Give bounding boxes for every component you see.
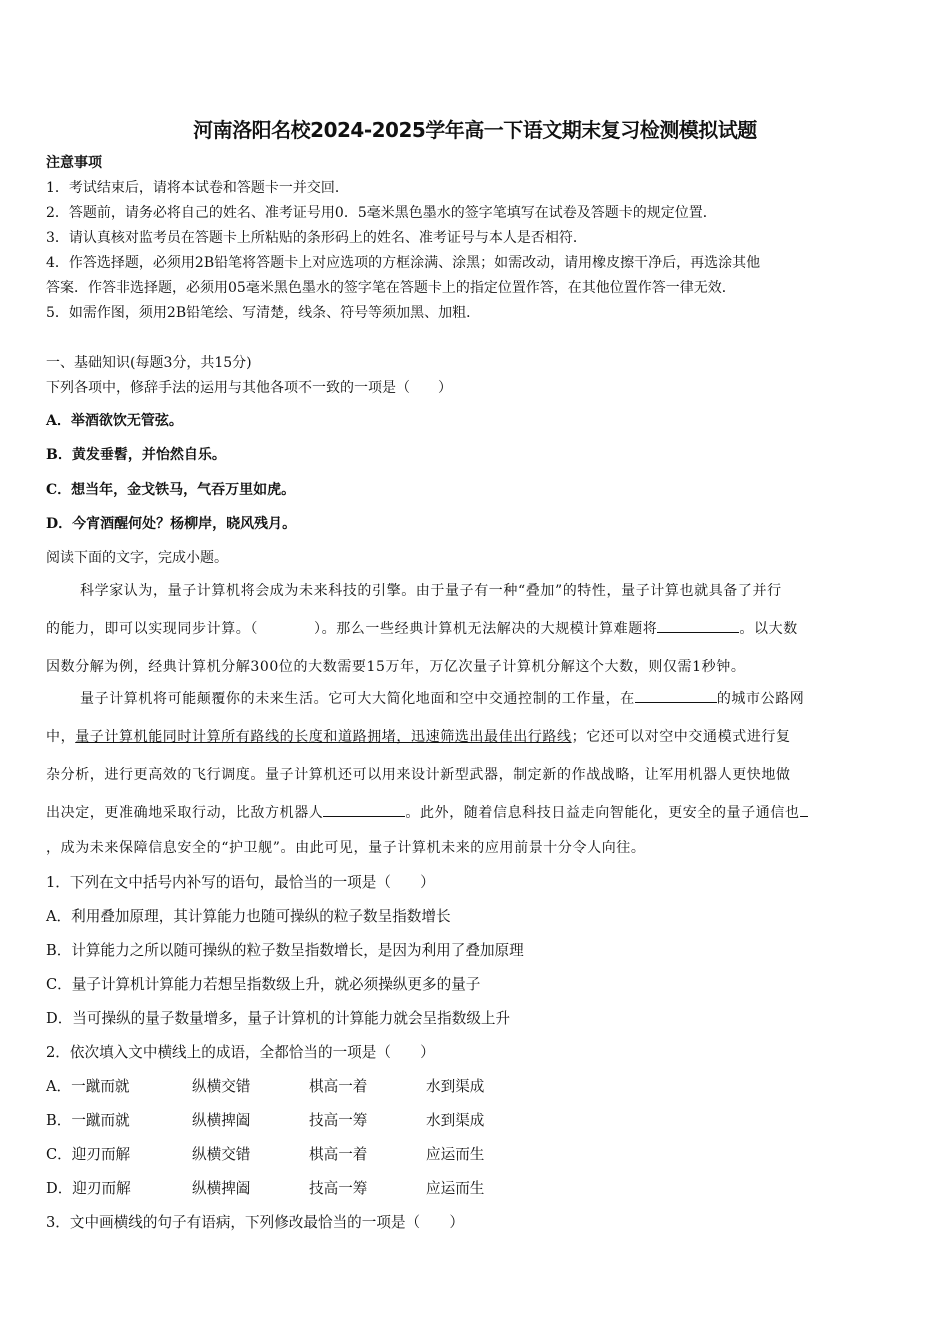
- option-b: B．黄发垂髫，并怡然自乐。: [46, 447, 226, 463]
- option-c: C．想当年，金戈铁马，气吞万里如虎。: [46, 482, 296, 498]
- question-stem: 2．依次填入文中横线上的成语，全都恰当的一项是（ ）: [46, 1044, 435, 1061]
- option-cell: C．迎刃而解: [46, 1146, 131, 1163]
- notice-item: 答案．作答非选择题，必须用05毫米黑色墨水的签字笔在答题卡上的指定位置作答，在其他位置作答一律无效．: [46, 280, 736, 296]
- option-c: C．量子计算机计算能力若想呈指数级上升，就必须操纵更多的量子: [46, 976, 481, 993]
- option-a: A．利用叠加原理，其计算能力也随可操纵的粒子数呈指数增长: [46, 908, 451, 925]
- fill-blank: [323, 815, 405, 817]
- option-a: A．举酒欲饮无管弦。: [46, 413, 183, 429]
- passage-line: [80, 688, 804, 708]
- option-d: D．当可操纵的量子数量增多，量子计算机的计算能力就会呈指数级上升: [46, 1010, 511, 1027]
- option-cell: 棋高一着: [309, 1146, 368, 1163]
- option-cell: 水到渠成: [426, 1112, 485, 1129]
- option-cell: A．一蹴而就: [46, 1078, 130, 1095]
- page-title: 河南洛阳名校2024-2025学年高一下语文期末复习检测模拟试题: [193, 118, 757, 142]
- question-stem: 3．文中画横线的句子有语病，下列修改最恰当的一项是（ ）: [46, 1214, 464, 1231]
- option-cell: 棋高一着: [309, 1078, 368, 1095]
- option-cell: D．迎刃而解: [46, 1180, 131, 1197]
- passage-text: 出决定，更准确地采取行动，比敌方机器人: [46, 805, 324, 821]
- option-cell: 技高一筹: [309, 1112, 368, 1129]
- option-cell: 技高一筹: [309, 1180, 368, 1197]
- reading-intro: 阅读下面的文字，完成小题。: [46, 550, 228, 566]
- passage-line: 科学家认为，量子计算机将会成为未来科技的引擎。由于量子有一种“叠加”的特性，量子计算也就具备了并行: [80, 583, 782, 599]
- passage-text: 中，: [46, 729, 76, 745]
- passage-line: [46, 802, 808, 822]
- passage-text: 的城市公路网: [716, 691, 805, 707]
- notice-item: 1．考试结束后，请将本试卷和答题卡一并交回．: [46, 180, 349, 196]
- notice-item: 5．如需作图，须用2B铅笔绘、写清楚，线条、符号等须加黑、加粗．: [46, 305, 481, 321]
- fill-blank: [800, 815, 808, 817]
- fill-blank: [635, 701, 717, 703]
- passage-line: 因数分解为例，经典计算机分解300位的大数需要15万年，万亿次量子计算机分解这个大数，则仅需1秒钟。: [46, 659, 746, 675]
- option-d: D．今宵酒醒何处？杨柳岸，晓风残月。: [46, 516, 297, 532]
- passage-text: 量子计算机将可能颠覆你的未来生活。它可大大简化地面和空中交通控制的工作量，在: [80, 691, 635, 707]
- question-stem: 下列各项中，修辞手法的运用与其他各项不一致的一项是（ ）: [46, 380, 452, 396]
- passage-line: [46, 618, 798, 638]
- passage-text: ）。那么一些经典计算机无法解决的大规模计算难题将: [314, 621, 658, 637]
- notice-item: 3．请认真核对监考员在答题卡上所粘贴的条形码上的姓名、准考证号与本人是否相符．: [46, 230, 587, 246]
- notice-item: 2．答题前，请务必将自己的姓名、准考证号用0．5毫米黑色墨水的签字笔填写在试卷及答题卡的规定位置．: [46, 205, 717, 221]
- passage-text: 的能力，即可以实现同步计算。（: [46, 621, 258, 637]
- passage-line: [46, 726, 791, 746]
- option-b: B．计算能力之所以随可操纵的粒子数呈指数增长，是因为利用了叠加原理: [46, 942, 524, 959]
- option-cell: 水到渠成: [426, 1078, 485, 1095]
- option-cell: 应运而生: [426, 1180, 485, 1197]
- option-cell: 纵横交错: [192, 1078, 251, 1095]
- option-cell: 纵横捭阖: [192, 1112, 251, 1129]
- option-cell: B．一蹴而就: [46, 1112, 130, 1129]
- passage-text: 。此外，随着信息科技日益走向智能化，更安全的量子通信也: [405, 805, 800, 821]
- underlined-sentence: 量子计算机能同时计算所有路线的长度和道路拥堵，迅速筛选出最佳出行路线: [75, 729, 572, 745]
- option-cell: 纵横捭阖: [192, 1180, 251, 1197]
- option-cell: 纵横交错: [192, 1146, 251, 1163]
- passage-text: 。以大数: [739, 621, 798, 637]
- passage-text: ；它还可以对空中交通模式进行复: [571, 729, 791, 745]
- option-cell: 应运而生: [426, 1146, 485, 1163]
- passage-line: 杂分析，进行更高效的飞行调度。量子计算机还可以用来设计新型武器，制定新的作战战略，让军用机器人更快地做: [46, 767, 791, 783]
- fill-blank: [657, 631, 739, 633]
- notice-heading: 注意事项: [46, 155, 102, 171]
- notice-item: 4．作答选择题，必须用2B铅笔将答题卡上对应选项的方框涂满、涂黑；如需改动，请用橡皮擦干净后，再选涂其他: [46, 255, 761, 271]
- question-stem: 1．下列在文中括号内补写的语句，最恰当的一项是（ ）: [46, 874, 435, 891]
- passage-line: ，成为未来保障信息安全的“护卫舰”。由此可见，量子计算机未来的应用前景十分令人向往。: [46, 840, 646, 856]
- section-heading: 一、基础知识(每题3分，共15分): [46, 355, 252, 371]
